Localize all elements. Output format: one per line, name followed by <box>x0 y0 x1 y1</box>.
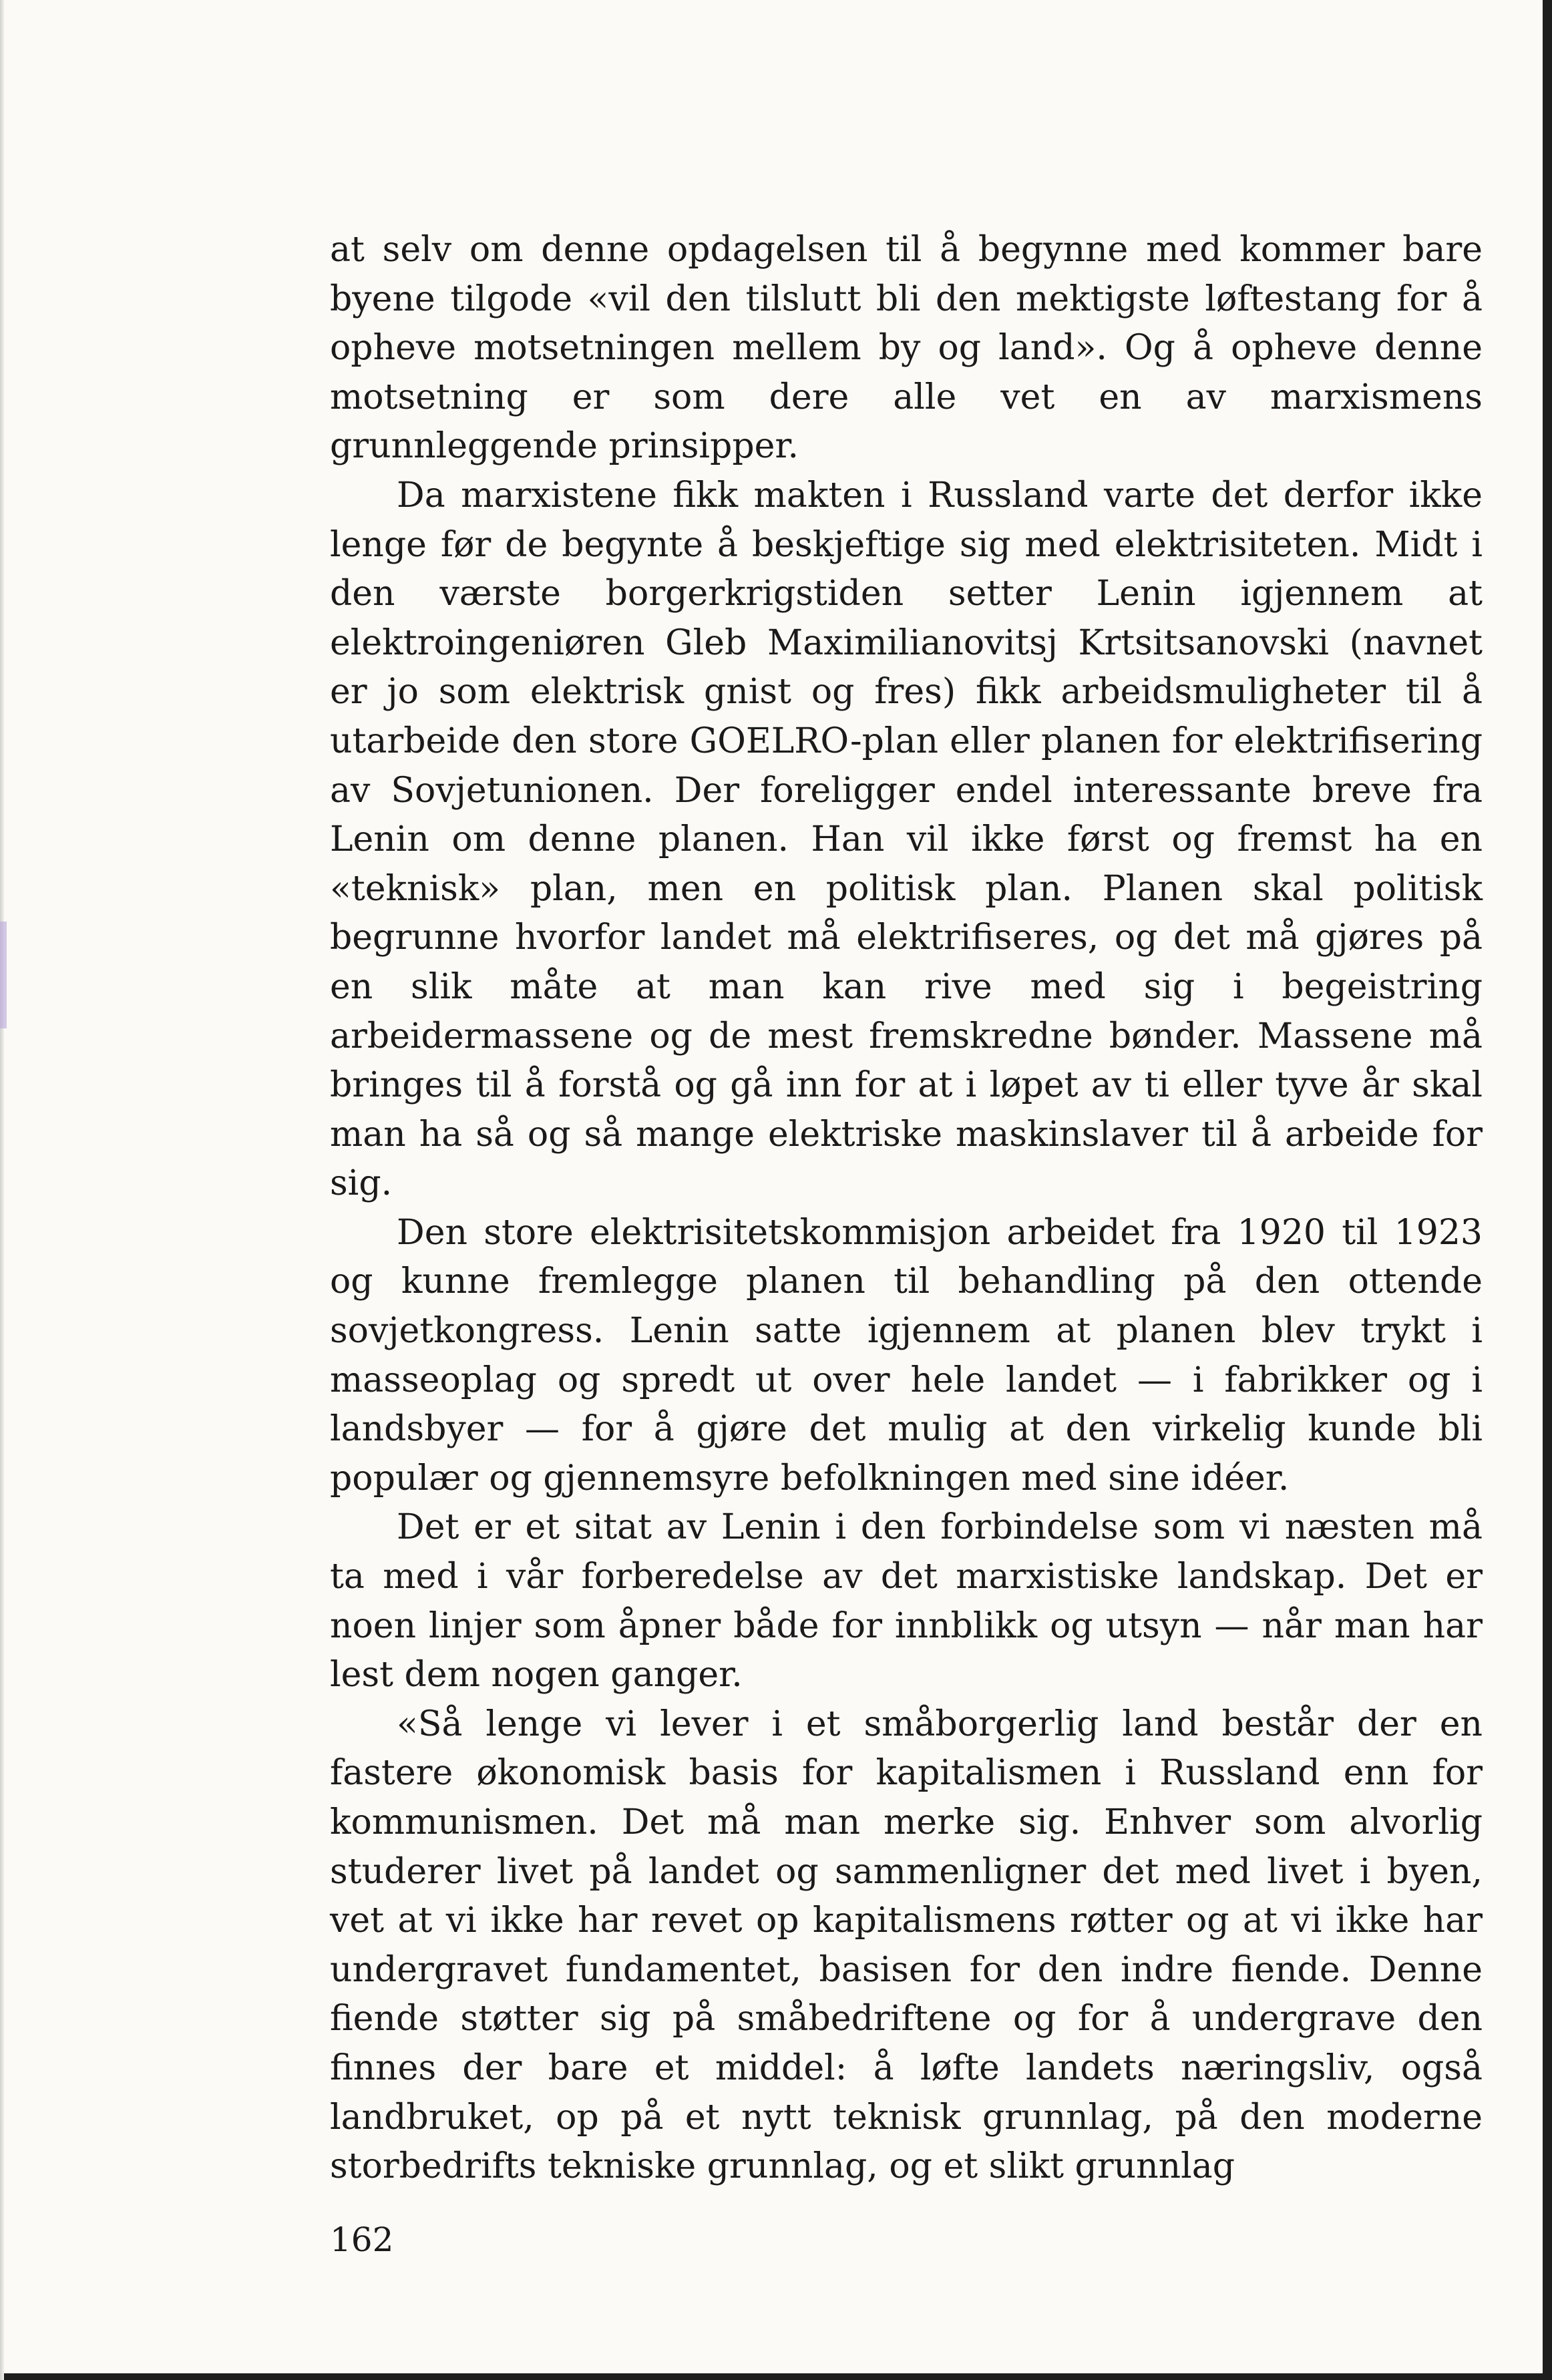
paragraph-2: Da marxistene fikk makten i Russland varte det derfor ikke lenge før de begynte å beskjeftige sig med elektrisiteten. Midt i den værste borgerkrigstiden setter Lenin igjennem at elektroingeniøren Gleb Maximilianovitsj Krtsitsanovski (navnet er jo som elektrisk gnist og fres) fikk arbeidsmuligheter til å utarbeide den store GOELRO-plan eller planen for elektrifisering av Sovjetunionen. Der foreligger endel interessante breve fra Lenin om denne planen. Han vil ikke først og fremst ha en «teknisk» plan, men en politisk plan. Planen skal politisk begrunne hvorfor landet må elektrifiseres, og det må gjøres på en slik måte at man kan rive med sig i begeistring arbeidermassene og de mest fremskredne bønder. Massene må bringes til å forstå og gå inn for at i løpet av ti eller tyve år skal man ha så og så mange elektriske maskinslaver til å arbeide for sig. <box>330 475 1483 1204</box>
page-number: 162 <box>330 2220 394 2259</box>
paragraph-4: Det er et sitat av Lenin i den forbindelse som vi næsten må ta med i vår forberedelse av det marxistiske landskap. Det er noen linjer som åpner både for innblikk og utsyn — når man har lest dem nogen ganger. <box>330 1507 1483 1696</box>
scan-mark <box>0 922 7 1028</box>
paragraph-1: at selv om denne opdagelsen til å begynne med kommer bare byene tilgode «vil den tilslutt bli den mektigste løftestang for å opheve motsetningen mellem by og land». Og å opheve denne motsetning er som dere alle vet en av marxismens grunnleggende prinsipper. <box>330 230 1483 467</box>
paragraph-3: Den store elektrisitetskommisjon arbeidet fra 1920 til 1923 og kunne fremlegge planen til behandling på den ottende sovjetkongress. Lenin satte igjennem at planen blev trykt i masseoplag og spredt ut over hele landet — i fabrikker og i landsbyer — for å gjøre det mulig at den virkelig kunde bli populær og gjennemsyre befolkningen med sine idéer. <box>330 1212 1483 1499</box>
scan-edge <box>0 0 4 2380</box>
paragraph-5: «Så lenge vi lever i et småborgerlig land består der en fastere økonomisk basis for kapitalismen i Russland enn for kommunismen. Det må man merke sig. Enhver som alvorlig studerer livet på landet og sammenligner det med livet i byen, vet at vi ikke har revet op kapitalismens røtter og at vi ikke har undergravet fundamentet, basisen for den indre fiende. Denne fiende støtter sig på småbedriftene og for å undergrave den finnes der bare et middel: å løfte landets næringsliv, også landbruket, op på et nytt teknisk grunnlag, på den moderne storbedrifts tekniske grunnlag, og et slikt grunnlag <box>330 1704 1483 2187</box>
body-text <box>330 226 1483 2192</box>
